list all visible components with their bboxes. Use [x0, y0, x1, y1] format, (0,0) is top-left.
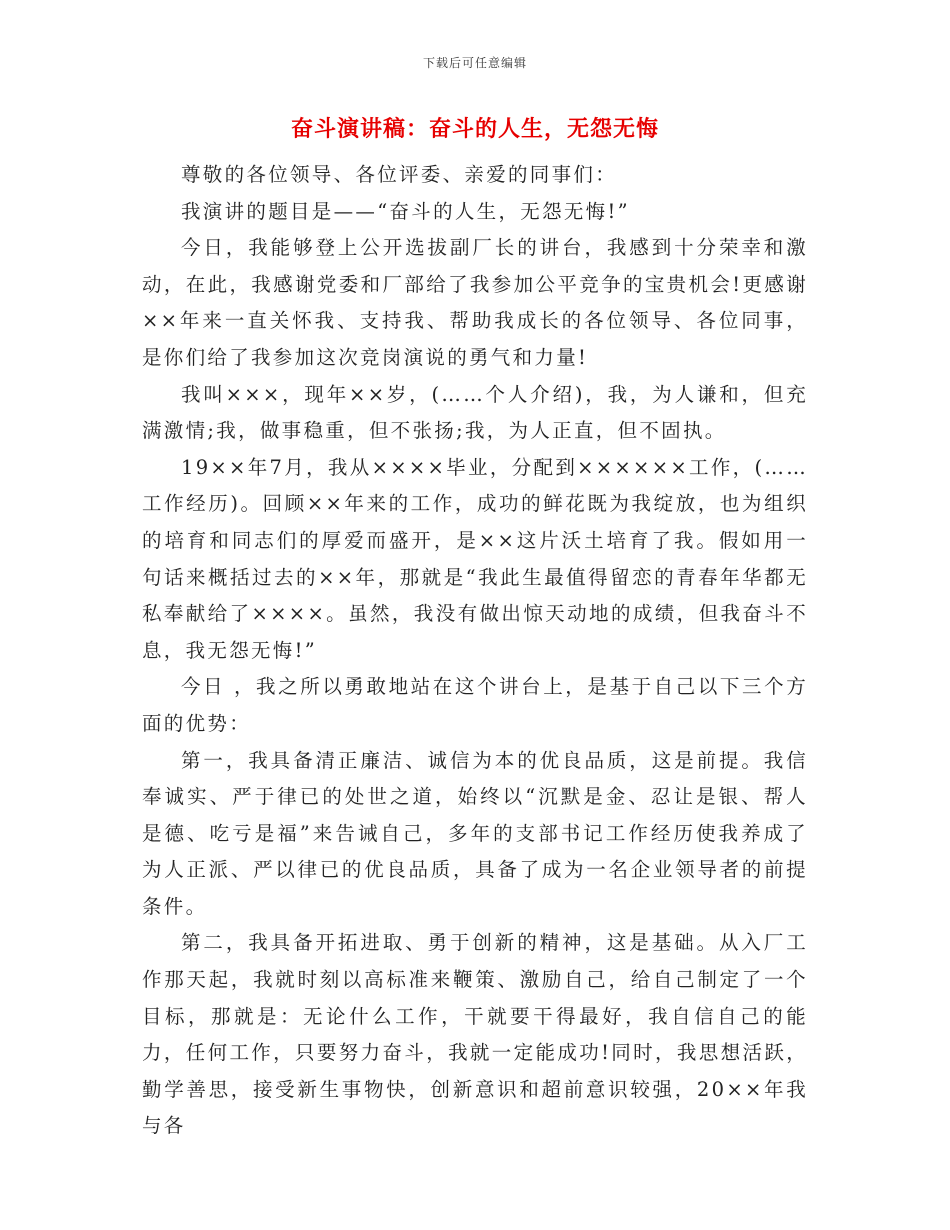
- document-title: 奋斗演讲稿：奋斗的人生，无怨无悔: [290, 116, 659, 142]
- paragraph-topic: 我演讲的题目是——“奋斗的人生，无怨无悔!”: [181, 199, 630, 223]
- paragraph-advantage-two: 第二，我具备开拓进取、勇于创新的精神，这是基础。从入厂工作那天起，我就时刻以高标准来鞭策、激励自己，给自己制定了一个目标，那就是：无论什么工作，干就要干得最好，我自信自己的能力，任何工作，只要努力奋斗，我就一定能成功!同时，我思想活跃，勤学善思，接受新生事物快，创新意识和超前意识较强，20××年我与各: [142, 931, 808, 1138]
- paragraph-advantages-intro: 今日 ，我之所以勇敢地站在这个讲台上，是基于自己以下三个方面的优势：: [142, 675, 808, 735]
- document-body: [142, 157, 808, 1145]
- paragraph-salutation: 尊敬的各位领导、各位评委、亲爱的同事们：: [181, 163, 618, 186]
- paragraph-advantage-one: 第一，我具备清正廉洁、诚信为本的优良品质，这是前提。我信奉诚实、严于律已的处世之道，始终以“沉默是金、忍让是银、帮人是德、吃亏是福”来告诫自己，多年的支部书记工作经历使我养成了为人正派、严以律已的优良品质，具备了成为一名企业领导者的前提条件。: [142, 748, 808, 918]
- header-note: 下载后可任意编辑: [422, 56, 527, 70]
- paragraph-introduction: 我叫×××，现年××岁，(……个人介绍)，我，为人谦和，但充满激情;我，做事稳重，但不张扬;我，为人正直，但不固执。: [142, 382, 808, 443]
- paragraph-gratitude: 今日，我能够登上公开选拔副厂长的讲台，我感到十分荣幸和激动，在此，我感谢党委和厂部给了我参加公平竞争的宝贵机会!更感谢××年来一直关怀我、支持我、帮助我成长的各位领导、各位同事，是你们给了我参加这次竞岗演说的勇气和力量!: [142, 236, 808, 369]
- paragraph-experience: 19××年7月，我从××××毕业，分配到××××××工作，(……工作经历)。回顾××年来的工作，成功的鲜花既为我绽放，也为组织的培育和同志们的厚爱而盛开，是××这片沃土培育了我。假如用一句话来概括过去的××年，那就是“我此生最值得留恋的青春年华都无私奉献给了××××。虽然，我没有做出惊天动地的成绩，但我奋斗不息，我无怨无悔!”: [142, 455, 808, 662]
